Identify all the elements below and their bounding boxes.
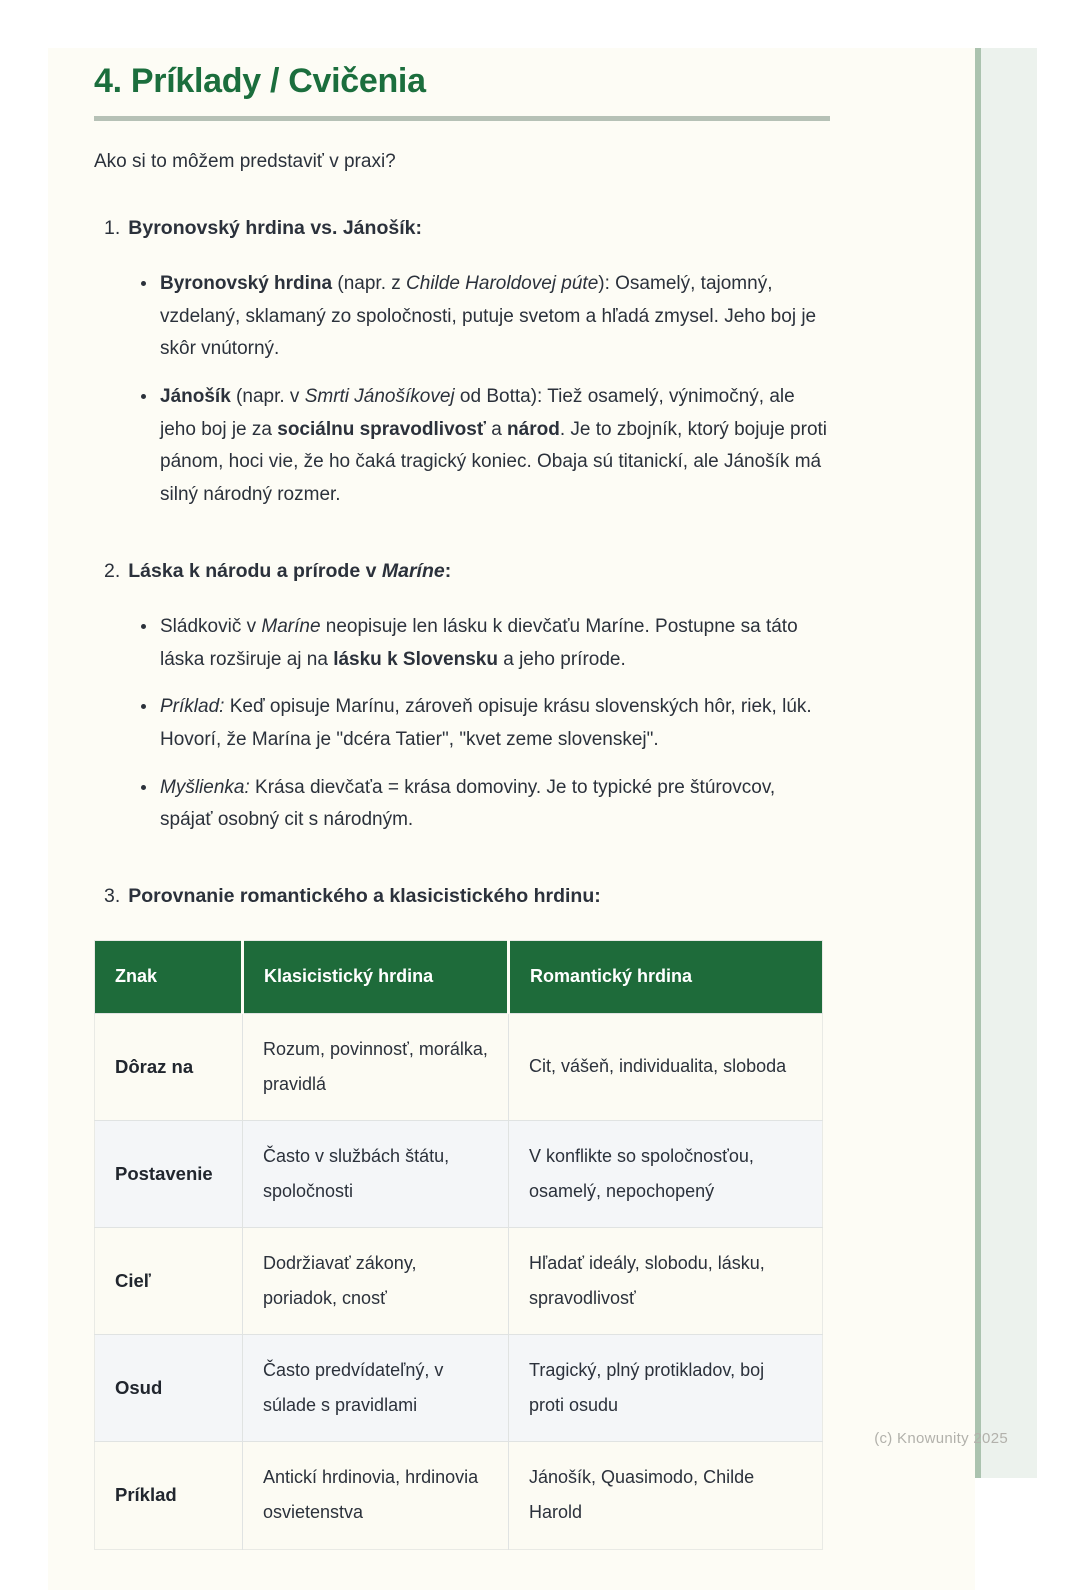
list-item — [158, 611, 830, 676]
row-header: Osud — [95, 1335, 243, 1442]
row-header: Príklad — [95, 1442, 243, 1549]
list-item — [158, 691, 830, 756]
text-run: Byronovský hrdina vs. Jánošík: — [128, 216, 422, 239]
text-run: Láska k národu a prírode v — [128, 559, 382, 582]
text-run: Sládkovič v — [160, 615, 262, 637]
title-underline — [94, 116, 830, 121]
text-run: Jánošík — [160, 385, 231, 407]
text-run: sociálnu spravodlivosť — [277, 418, 486, 440]
table-cell: Tragický, plný protikladov, boj proti osudu — [509, 1335, 823, 1442]
table-body — [95, 1013, 823, 1549]
text-run: ): Osamelý, tajomný, vzdelaný, sklamaný zo spoločnosti, putuje svetom a hľadá zmysel. Jeho boj je skôr vnútorný. — [160, 272, 817, 360]
table-header — [95, 941, 823, 1013]
text-run: (napr. z — [332, 272, 407, 294]
text-run: Príklad: — [160, 696, 225, 718]
list-item — [158, 268, 830, 366]
bullet-list — [94, 268, 830, 512]
section-heading — [94, 883, 830, 910]
table-cell: Dodržiavať zákony, poriadok, cnosť — [243, 1227, 509, 1334]
text-run: a — [485, 418, 508, 440]
text-run: a jeho prírode. — [497, 648, 626, 670]
table-row — [95, 1335, 823, 1442]
table-cell: Rozum, povinnosť, morálka, pravidlá — [243, 1013, 509, 1120]
table-cell: Jánošík, Quasimodo, Childe Harold — [509, 1442, 823, 1549]
section-heading — [94, 558, 830, 585]
section — [94, 883, 830, 910]
table-header-row — [95, 941, 823, 1013]
table-cell: Hľadať ideály, slobodu, lásku, spravodlivosť — [509, 1227, 823, 1334]
page-title: 4. Príklady / Cvičenia — [94, 62, 426, 100]
row-header: Dôraz na — [95, 1013, 243, 1120]
column-header: Romantický hrdina — [509, 941, 823, 1013]
table-cell: Často v službách štátu, spoločnosti — [243, 1120, 509, 1227]
section-number: 3. — [104, 884, 121, 907]
table-cell: V konflikte so spoločnosťou, osamelý, nepochopený — [509, 1120, 823, 1227]
text-run: Byronovský hrdina — [160, 272, 333, 294]
text-run: od Botta): Tiež osamelý, výnimočný, ale jeho boj je za — [160, 385, 795, 440]
section-number: 1. — [104, 216, 121, 239]
section-heading-text — [128, 883, 600, 910]
comparison-table — [94, 940, 823, 1549]
text-run: Childe Haroldovej púte — [406, 272, 599, 294]
text-run: . Je to zbojník, ktorý bojuje proti pánom, hoci vie, že ho čaká tragický koniec. Obaja sú titanickí, ale Jánošík má silný národný rozmer. — [160, 418, 828, 505]
table-row — [95, 1120, 823, 1227]
list-item — [158, 381, 830, 512]
side-accent-strip — [975, 48, 1037, 1478]
text-run: Porovnanie romantického a klasicistického hrdinu: — [128, 884, 601, 907]
text-run: : — [444, 559, 452, 582]
text-run: lásku k Slovensku — [333, 648, 498, 670]
text-run: Keď opisuje Marínu, zároveň opisuje krásu slovenských hôr, riek, lúk. Hovorí, že Marína je "dcéra Tatier", "kvet zeme slovenskej". — [160, 696, 812, 750]
table-row — [95, 1442, 823, 1549]
section — [94, 215, 830, 512]
section-heading-text — [128, 215, 422, 242]
table-cell: Antickí hrdinovia, hrdinovia osvietenstva — [243, 1442, 509, 1549]
row-header: Cieľ — [95, 1227, 243, 1334]
bullet-list — [94, 611, 830, 837]
section-heading-text — [128, 558, 451, 585]
table-cell: Často predvídateľný, v súlade s pravidlami — [243, 1335, 509, 1442]
footer-credit: (c) Knowunity 2025 — [874, 1430, 1008, 1447]
column-header: Klasicistický hrdina — [243, 941, 509, 1013]
table-cell: Cit, vášeň, individualita, sloboda — [509, 1013, 823, 1120]
table-row — [95, 1227, 823, 1334]
table-row — [95, 1013, 823, 1120]
intro-text: Ako si to môžem predstaviť v praxi? — [94, 151, 396, 173]
text-run: neopisuje len lásku k dievčaťu Maríne. Postupne sa táto láska rozširuje aj na — [160, 615, 798, 670]
text-run: národ — [507, 418, 560, 440]
text-run: Maríne — [381, 559, 445, 582]
text-run: Smrti Jánošíkovej — [304, 385, 455, 407]
section-number: 2. — [104, 559, 121, 582]
list-item — [158, 772, 830, 837]
text-run: Myšlienka: — [160, 776, 250, 798]
text-run: Krása dievčaťa = krása domoviny. Je to typické pre štúrovcov, spájať osobný cit s národným. — [160, 776, 776, 831]
column-header: Znak — [95, 941, 243, 1013]
row-header: Postavenie — [95, 1120, 243, 1227]
text-run: (napr. v — [230, 385, 305, 407]
sections-list — [94, 215, 830, 911]
section — [94, 558, 830, 837]
content-sheet — [48, 48, 975, 1590]
section-heading — [94, 215, 830, 242]
text-run: Maríne — [261, 615, 321, 637]
